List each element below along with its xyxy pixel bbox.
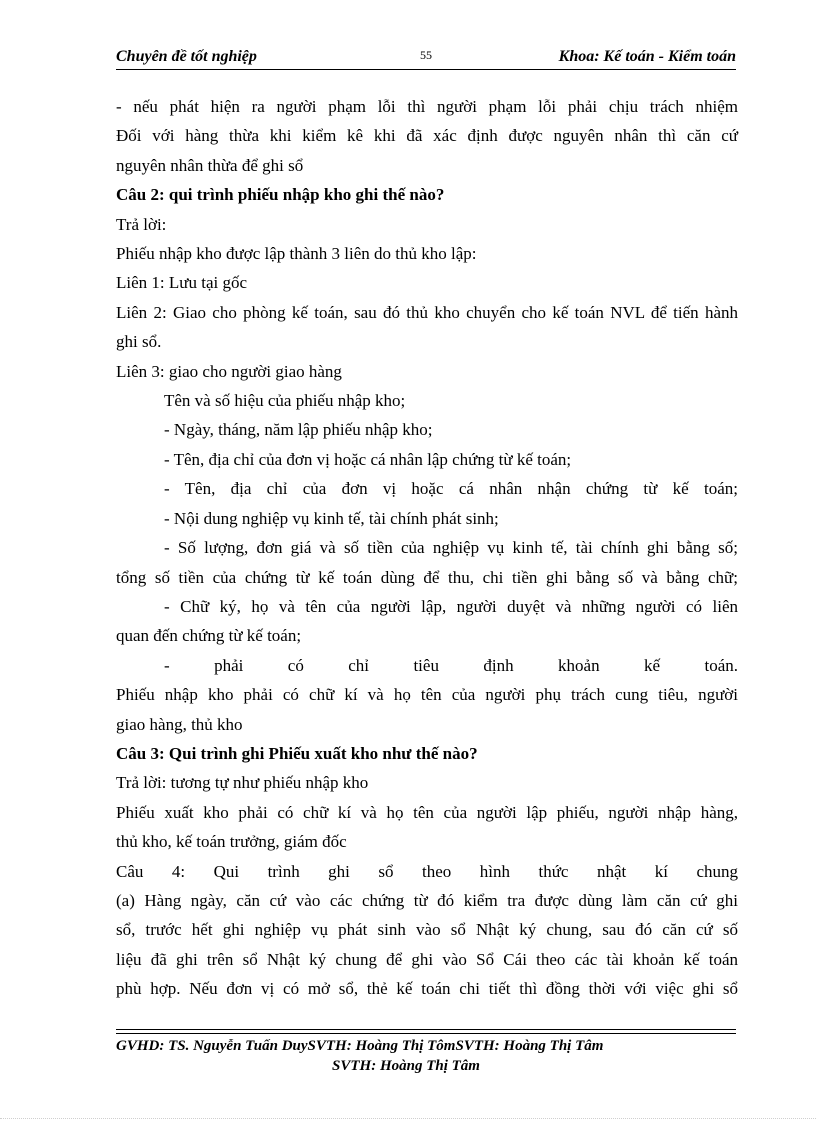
page-footer (116, 1036, 736, 1076)
paragraph-line: tổng số tiền của chứng từ kế toán dùng để thu, chi tiền ghi bằng số và bằng chữ; (116, 567, 738, 587)
paragraph-line: - phải có chỉ tiêu định khoản kế toán. (164, 655, 738, 675)
header-divider (116, 69, 736, 70)
paragraph-line: quan đến chứng từ kế toán; (116, 626, 302, 646)
question-heading: Câu 2: qui trình phiếu nhập kho ghi thế nào? (116, 185, 445, 205)
document-body (116, 92, 738, 1004)
paragraph-line: - Ngày, tháng, năm lập phiếu nhập kho; (164, 420, 433, 440)
paragraph-line: liệu đã ghi trên sổ Nhật ký chung để ghi vào Sổ Cái theo các tài khoản kế toán (116, 949, 738, 969)
paragraph-line: - Tên, địa chỉ của đơn vị hoặc cá nhân nhận chứng từ kế toán; (164, 479, 738, 499)
paragraph-line: Câu 4: Qui trình ghi sổ theo hình thức nhật kí chung (116, 861, 738, 881)
paragraph-line: ghi sổ. (116, 332, 162, 352)
paragraph-line: phù hợp. Nếu đơn vị có mở sổ, thẻ kế toán chi tiết thì đồng thời với việc ghi sổ (116, 979, 738, 999)
paragraph-line: - Nội dung nghiệp vụ kinh tế, tài chính phát sinh; (164, 508, 499, 528)
paragraph-line: sổ, trước hết ghi nghiệp vụ phát sinh vào sổ Nhật ký chung, sau đó căn cứ số (116, 920, 738, 940)
header-department: Khoa: Kế toán - Kiểm toán (558, 48, 736, 65)
paragraph-line: Phiếu xuất kho phải có chữ kí và họ tên của người lập phiếu, người nhập hàng, (116, 802, 738, 822)
paragraph-line: thủ kho, kế toán trưởng, giám đốc (116, 832, 347, 852)
question-heading: Câu 3: Qui trình ghi Phiếu xuất kho như thế nào? (116, 743, 478, 763)
paragraph-line: Liên 1: Lưu tại gốc (116, 273, 248, 293)
footer-divider-secondary (116, 1033, 736, 1034)
paragraph-line: - nếu phát hiện ra người phạm lỗi thì người phạm lỗi phải chịu trách nhiệm (116, 97, 738, 116)
paragraph-line: Liên 2: Giao cho phòng kế toán, sau đó thủ kho chuyển cho kế toán NVL để tiến hành (116, 302, 738, 322)
page-number: 55 (420, 48, 432, 62)
paragraph-line: Phiếu nhập kho phải có chữ kí và họ tên của người phụ trách cung tiêu, người (116, 685, 738, 705)
header-title: Chuyên đề tốt nghiệp (116, 48, 257, 65)
footer-line-2: SVTH: Hoàng Thị Tâm (332, 1058, 480, 1074)
paragraph-line: (a) Hàng ngày, căn cứ vào các chứng từ đó kiểm tra được dùng làm căn cứ ghi (116, 890, 738, 910)
paragraph-line: Trả lời: (116, 214, 167, 234)
paragraph-line: nguyên nhân thừa để ghi sổ (116, 155, 304, 175)
paragraph-line: Đối với hàng thừa khi kiểm kê khi đã xác định được nguyên nhân thì căn cứ (116, 126, 738, 146)
paragraph-line: - Số lượng, đơn giá và số tiền của nghiệp vụ kinh tế, tài chính ghi bằng số; (164, 538, 738, 558)
paragraph-line: - Tên, địa chỉ của đơn vị hoặc cá nhân lập chứng từ kế toán; (164, 449, 572, 469)
paragraph-line: giao hàng, thủ kho (116, 714, 243, 734)
paragraph-line: - Chữ ký, họ và tên của người lập, người duyệt và những người có liên (164, 596, 738, 616)
paragraph-line: Tên và số hiệu của phiếu nhập kho; (164, 391, 406, 411)
page-bottom-edge (0, 1118, 816, 1119)
footer-line-1: GVHD: TS. Nguyễn Tuấn DuySVTH: Hoàng Thị TômSVTH: Hoàng Thị Tâm (116, 1038, 604, 1054)
paragraph-line: Trả lời: tương tự như phiếu nhập kho (116, 773, 369, 793)
page-header (116, 48, 736, 70)
footer-divider (116, 1029, 736, 1030)
paragraph-line: Phiếu nhập kho được lập thành 3 liên do thủ kho lập: (116, 244, 477, 264)
paragraph-line: Liên 3: giao cho người giao hàng (116, 361, 342, 381)
